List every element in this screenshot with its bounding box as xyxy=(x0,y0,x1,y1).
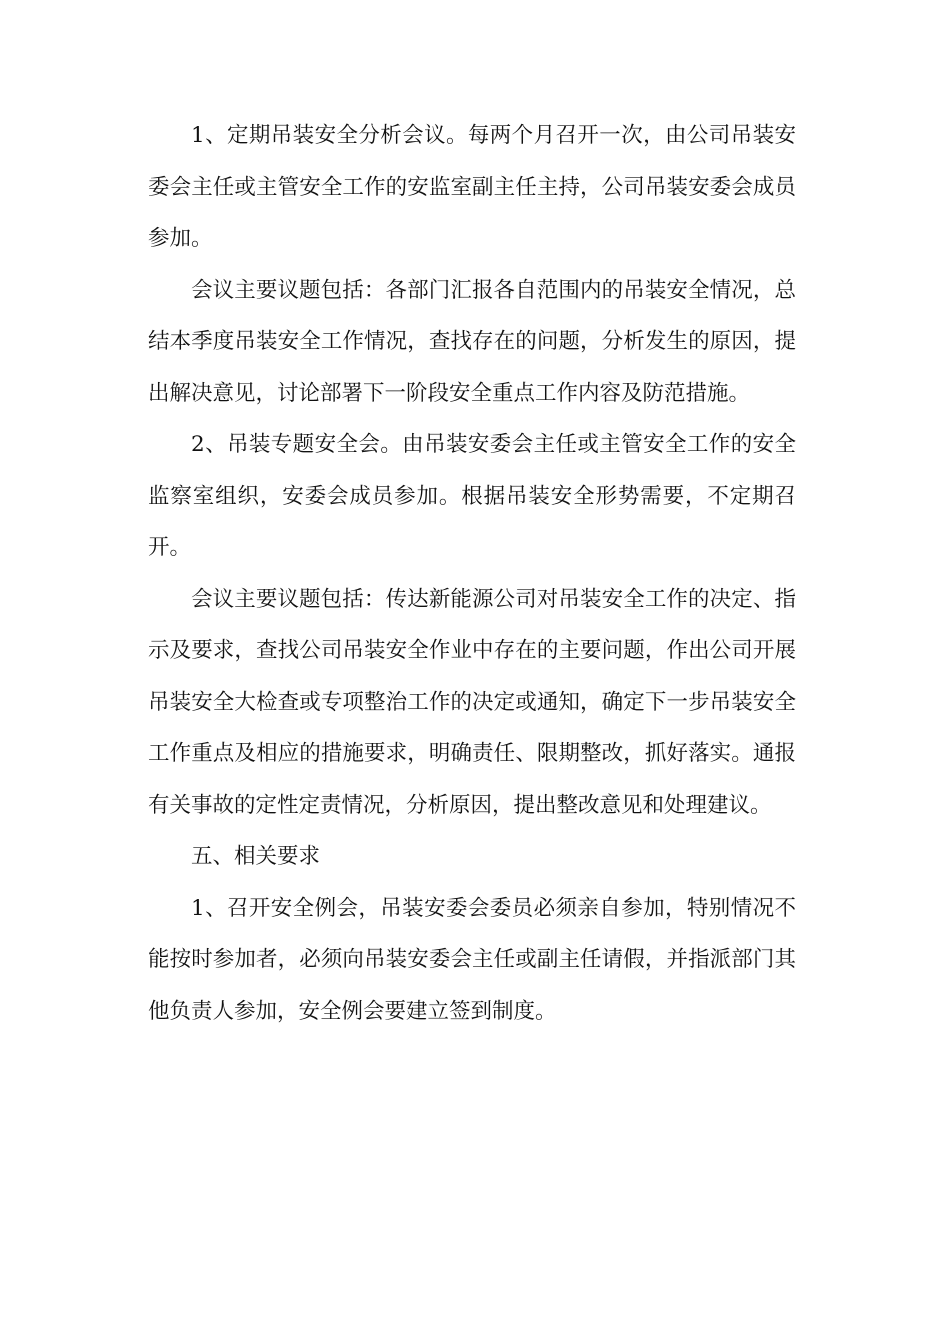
paragraph-regular-meeting: 1、定期吊装安全分析会议。每两个月召开一次，由公司吊装安委会主任或主管安全工作的安监室副主任主持，公司吊装安委会成员参加。 xyxy=(148,123,796,251)
paragraph-special-meeting-topics: 会议主要议题包括：传达新能源公司对吊装安全工作的决定、指示及要求，查找公司吊装安全作业中存在的主要问题，作出公司开展吊装安全大检查或专项整治工作的决定或通知，确定下一步吊装安全工作重点及相应的措施要求，明确责任、限期整改，抓好落实。通报有关事故的定性定责情况，分析原因，提出整改意见和处理建议。 xyxy=(148,586,796,818)
document-body xyxy=(148,110,796,1037)
paragraph-regular-meeting-topics: 会议主要议题包括：各部门汇报各自范围内的吊装安全情况，总结本季度吊装安全工作情况，查找存在的问题，分析发生的原因，提出解决意见，讨论部署下一阶段安全重点工作内容及防范措施。 xyxy=(148,277,796,406)
paragraph-special-meeting: 2、吊装专题安全会。由吊装安委会主任或主管安全工作的安全监察室组织，安委会成员参加。根据吊装安全形势需要，不定期召开。 xyxy=(148,432,796,560)
section-heading-requirements: 五、相关要求 xyxy=(191,844,321,869)
paragraph-attendance-requirement: 1、召开安全例会，吊装安委会委员必须亲自参加，特别情况不能按时参加者，必须向吊装安委会主任或副主任请假，并指派部门其他负责人参加，安全例会要建立签到制度。 xyxy=(148,895,796,1024)
